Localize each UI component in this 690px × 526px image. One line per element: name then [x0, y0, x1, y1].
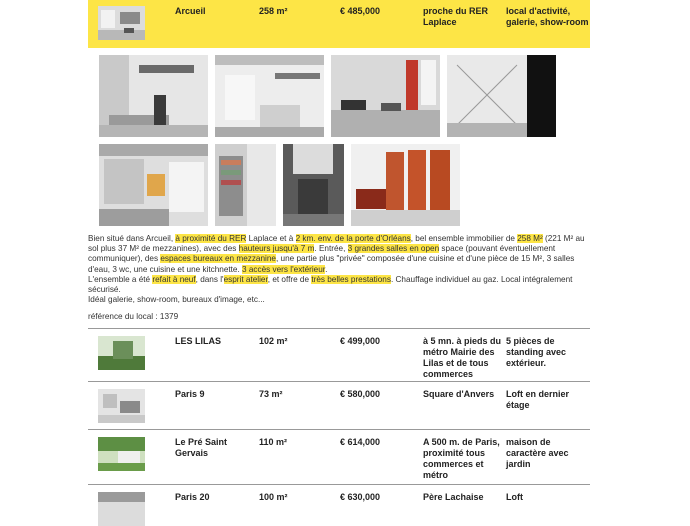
description-text: Idéal galerie, show-room, bureaux d'image, etc... [88, 295, 265, 305]
listing-row[interactable] [88, 328, 590, 380]
description-text: , et offre de [267, 274, 312, 284]
gallery-photo[interactable] [99, 55, 208, 137]
description-text: . [325, 264, 328, 274]
highlighted-text: très belles prestations [311, 274, 391, 284]
listing-price: € 580,000 [340, 389, 381, 399]
property-reference: référence du local : 1379 [88, 312, 179, 321]
listing-city: Paris 20 [175, 492, 210, 502]
highlighted-text: 3 grandes salles en open [347, 244, 440, 254]
gallery-photo[interactable] [215, 144, 276, 226]
gallery-photo[interactable] [331, 55, 440, 137]
listing-thumbnail[interactable] [98, 492, 145, 526]
highlighted-text: hauteurs jusqu'à 7 m [238, 244, 315, 254]
description-text: . Entrée, [314, 244, 348, 254]
property-description [88, 234, 588, 305]
featured-price: € 485,000 [340, 6, 381, 16]
listing-area: 110 m² [259, 437, 288, 447]
listing-row[interactable] [88, 429, 590, 483]
description-text: , une partie plus "privée" composée d'une cuisine et d'une pièce de 15 M², 3 salles d'eau, 3 wc, une cuisine et une kitchnette. [88, 254, 575, 274]
highlighted-text: 2 km. env. de la porte d'Orléans [295, 234, 411, 243]
featured-thumbnail[interactable] [98, 6, 145, 40]
listing-transport: Père Lachaise [423, 492, 484, 502]
featured-transport: proche du RER Laplace [423, 6, 489, 27]
highlighted-text: 3 accès vers l'extérieur [242, 264, 326, 274]
listing-transport: à 5 mn. à pieds du métro Mairie des Lilas et de tous commerces [423, 336, 502, 379]
listing-area: 73 m² [259, 389, 283, 399]
listing-price: € 630,000 [340, 492, 381, 502]
featured-city: Arcueil [175, 6, 206, 16]
gallery-photo[interactable] [215, 55, 324, 137]
highlighted-text: 258 M² [517, 234, 543, 243]
listing-description: Loft en dernier étage [506, 389, 570, 410]
gallery-photo[interactable] [99, 144, 208, 226]
highlighted-text: à proximité du RER [175, 234, 247, 243]
featured-description: local d'activité, galerie, show-room [506, 6, 589, 27]
description-text: space (pouvant éventuellement communiquer), des [88, 244, 556, 264]
listing-price: € 614,000 [340, 437, 381, 447]
gallery-photo[interactable] [447, 55, 556, 137]
listing-row[interactable] [88, 484, 590, 514]
listing-thumbnail[interactable] [98, 389, 145, 423]
gallery-photo[interactable] [351, 144, 460, 226]
description-text: (221 M² au sol plus 37 M² de mezzanines), avec des [88, 234, 585, 254]
description-text: Laplace et à [246, 234, 296, 243]
highlighted-text: esprit atelier [223, 274, 268, 284]
listing-description: maison de caractère avec jardin [506, 437, 569, 469]
listing-price: € 499,000 [340, 336, 381, 346]
listing-city: LES LILAS [175, 336, 222, 346]
listing-thumbnail[interactable] [98, 336, 145, 370]
highlighted-text: espaces bureaux en mezzanine [160, 254, 276, 264]
description-text: Bien situé dans Arcueil, [88, 234, 176, 243]
listing-thumbnail[interactable] [98, 437, 145, 471]
gallery-photo[interactable] [283, 144, 344, 226]
description-text: L'ensemble a été [88, 274, 153, 284]
listing-row[interactable] [88, 381, 590, 429]
description-text: . Chauffage individuel au gaz. Local intégralement sécurisé. [88, 274, 573, 295]
listing-transport: A 500 m. de Paris, proximité tous commerces et métro [423, 437, 500, 480]
featured-listing-row[interactable] [88, 0, 590, 48]
listing-city: Paris 9 [175, 389, 205, 399]
listing-area: 102 m² [259, 336, 288, 346]
listing-area: 100 m² [259, 492, 288, 502]
description-text: , bel ensemble immobilier de [410, 234, 518, 243]
highlighted-text: refait à neuf [152, 274, 196, 284]
listing-description: 5 pièces de standing avec extérieur. [506, 336, 567, 368]
listing-city: Le Pré Saint Gervais [175, 437, 228, 458]
listing-description: Loft [506, 492, 523, 502]
featured-area: 258 m² [259, 6, 288, 16]
listing-transport: Square d'Anvers [423, 389, 495, 399]
description-text: , dans l' [195, 274, 224, 284]
